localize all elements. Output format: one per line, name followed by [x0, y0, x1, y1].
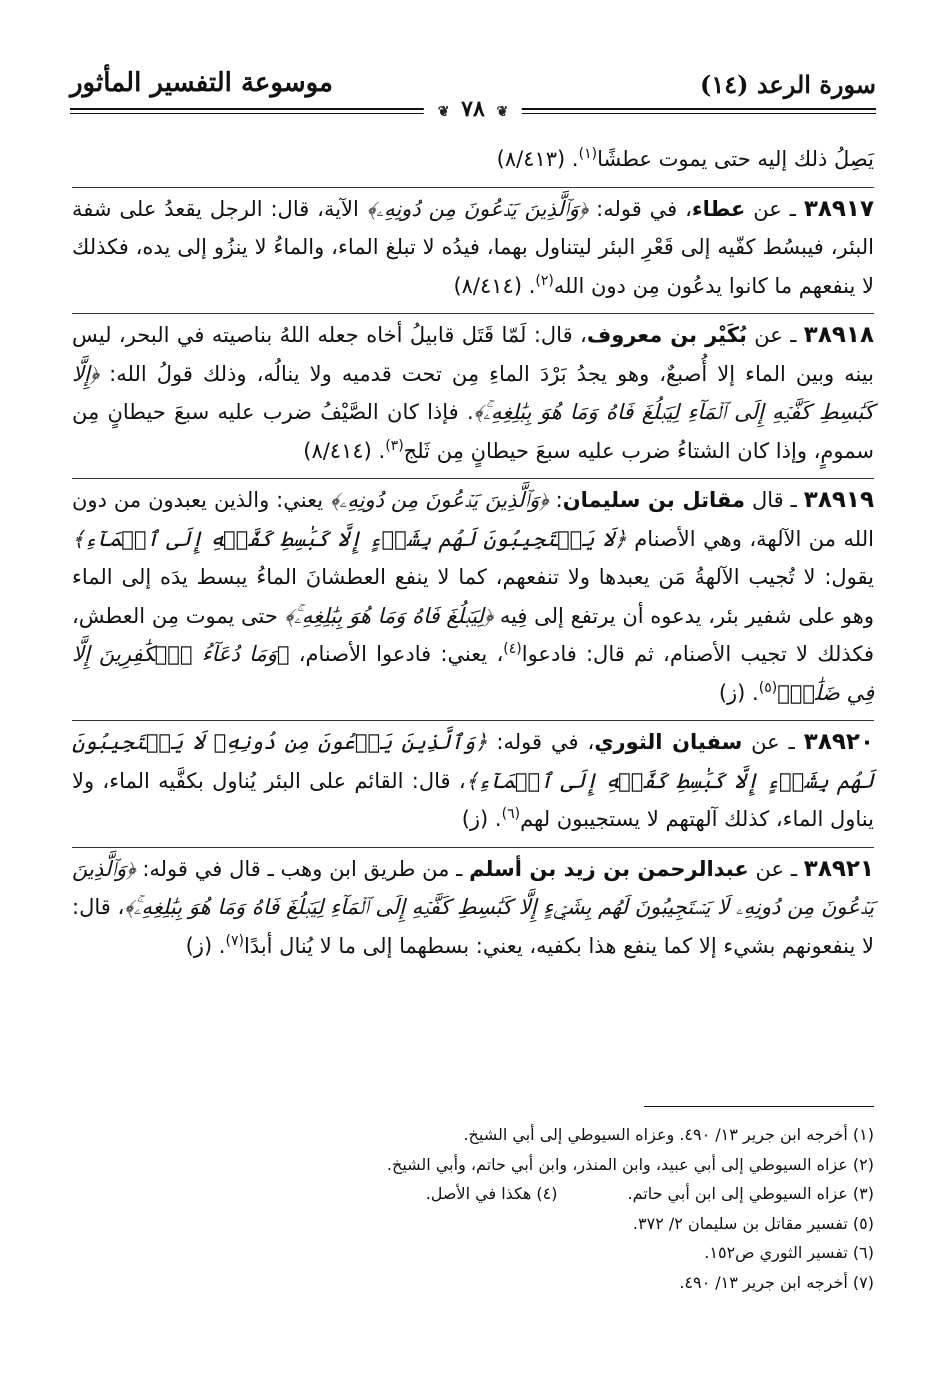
page-number: ٧٨	[461, 96, 485, 122]
narration-number: ٣٨٩٢١	[803, 855, 874, 882]
text: :	[548, 488, 563, 512]
footnote-5: (٥) تفسير مقاتل بن سليمان ٢/ ٣٧٢.	[632, 1213, 874, 1233]
narration-number: ٣٨٩٢٠	[803, 729, 874, 755]
continuation-paragraph	[72, 140, 874, 187]
text: حتى يموت مِن العطش، فكذلك لا تجيب الأصنام، ثم قال: فادعوا	[72, 603, 874, 666]
narrator-name: سفيان الثوري	[594, 730, 743, 754]
reference: . (ز)	[185, 933, 226, 958]
ornament-icon: ❦	[496, 104, 509, 120]
quran-quote: ﴿وَٱلَّذِينَ يَدۡعُونَ مِن دُونِهِۦ﴾	[330, 488, 549, 512]
narration-number: ٣٨٩١٩	[803, 487, 874, 513]
reference: . (٨/٤١٤)	[303, 438, 386, 463]
footnote-marker: (١)	[578, 146, 598, 162]
footnote-marker: (٢)	[535, 272, 554, 289]
paragraph-text: يَصِلُ ذلك إليه حتى يموت عطشًا	[597, 147, 874, 171]
text: ـ من طريق ابن وهب ـ قال في قوله:	[135, 856, 470, 881]
footnote-6: (٦) تفسير الثوري ص١٥٢.	[704, 1243, 874, 1262]
text: الآية، قال: الرجل يقعدُ على شفة البئر، فيبسُط كفّيه إلى قَعْرِ البئر ليتناول بهما، فيدُه لا تبلغ الماء، والماءُ لا ينزُو إلى يده، فكذلك لا ينفعهم ما كانوا يدعُون مِن دون الله	[72, 196, 874, 298]
narration-38917	[72, 188, 874, 314]
reference: . (٨/٤١٣)	[496, 147, 579, 171]
footnote-separator	[644, 1106, 874, 1107]
ornament-icon: ❦	[437, 104, 450, 120]
text: ـ عن	[742, 730, 804, 754]
narration-number: ٣٨٩١٨	[803, 322, 874, 348]
quran-quote: ﴿لِيَبۡلُغَ فَاهُ وَمَا هُوَ بِبَٰلِغِهِۦۚ﴾	[284, 603, 494, 628]
text: ، قال: لا ينفعونهم بشيء إلا كما ينفع هذا بكفيه، يعني: بسطهما إلى ما لا يُنال أبدًا	[72, 895, 874, 958]
text: ـ عن	[746, 323, 804, 347]
text: يقول: لا تُجيب الآلهةُ مَن يعبدها ولا تنفعهم، كما لا ينفع العطشانَ الماءُ يبسط يدَه إلى الماء وهو على شفير بئر، يدعوه أن يرتفع إلى فِيه	[72, 565, 874, 628]
footnotes	[72, 1120, 874, 1297]
footnote-2: (٢) عزاه السيوطي إلى أبي عبيد، وابن المنذر، وابن أبي حاتم، وأبي الشيخ.	[386, 1154, 874, 1174]
text: ـ عن	[745, 196, 804, 221]
running-header	[70, 60, 876, 120]
footnote-marker: (٤)	[503, 641, 522, 657]
text: ، في قوله:	[588, 196, 692, 221]
narration-number: ٣٨٩١٧	[803, 195, 875, 222]
footnote-7: (٧) أخرجه ابن جرير ١٣/ ٤٩٠.	[679, 1272, 874, 1292]
quran-quote: ﴿وَٱلَّذِينَ يَدۡعُونَ مِن دُونِهِۦ﴾	[366, 196, 589, 221]
narrator-name: بُكَيْر بن معروف	[586, 323, 747, 347]
narration-38921	[72, 848, 874, 974]
footnote-1: (١) أخرجه ابن جرير ١٣/ ٤٩٠. وعزاه السيوطي إلى أبي الشيخ.	[463, 1125, 874, 1144]
reference: . (ز)	[461, 807, 502, 831]
footnote-4: (٤) هكذا في الأصل.	[425, 1184, 558, 1203]
text: . فإذا كان الصَّيْفُ ضرب عليه سبعَ حيطانٍ مِن سمومٍ، وإذا كان الشتاءُ ضرب عليه سبعَ حيطانٍ مِن ثَلج	[72, 400, 874, 463]
narrator-name: عطاء	[691, 196, 746, 221]
narration-38920	[72, 721, 874, 847]
book-title: موسوعة التفسير المأثور	[70, 68, 333, 98]
footnote-3: (٣) عزاه السيوطي إلى ابن أبي حاتم.	[627, 1184, 874, 1203]
main-text	[72, 140, 874, 973]
narrator-name: عبدالرحمن بن زيد بن أسلم	[469, 856, 749, 881]
text: ، قال: القائم على البئر يُناول بكفَّيه الماء، ولا يناول الماء، كذلك آلهتهم لا يستجيبون لهم	[72, 768, 874, 831]
text: ، يعني: فادعوا الأصنام،	[289, 642, 504, 666]
quran-quote: ﴿وَمَا دُعَآءُ ٱلۡكَٰفِرِينَ إِلَّا فِي ضَلَٰلٖ﴾	[72, 642, 874, 705]
text: ـ قال	[745, 488, 804, 512]
text: يعني: والذين يعبدون من دون الله من الآلهة، وهي الأصنام	[72, 488, 874, 551]
reference: . (٨/٤١٤)	[453, 273, 536, 298]
reference: . (ز)	[718, 680, 759, 705]
footnote-marker: (٦)	[501, 806, 521, 822]
page-number-box	[424, 96, 522, 122]
narration-38919	[72, 479, 874, 720]
footnote-marker: (٥)	[758, 679, 778, 696]
text: ـ عن	[748, 856, 804, 881]
narrator-name: مقاتل بن سليمان	[562, 488, 746, 512]
footnote-marker: (٧)	[225, 932, 244, 949]
text: ، في قوله:	[487, 730, 595, 754]
narration-38918	[72, 314, 874, 478]
footnote-marker: (٣)	[385, 437, 404, 454]
footnote-row	[72, 1179, 874, 1209]
quran-quote: ﴿لَا يَسۡتَجِيبُونَ لَهُم بِشَيۡءٍ إِلَّا كَبَٰسِطِ كَفَّيۡهِ إِلَى ٱلۡمَآءِ﴾	[72, 526, 627, 551]
text: ، قال: لَمّا قَتَل قابيلُ أخاه جعله اللهُ بناصيته في البحر، ليس بينه وبين الماء إلا أُصبعٌ، وهو يجدُ بَرْدَ الماءِ مِن تحت قدميه ولا ينالُه، وذلك قولُ الله:	[72, 323, 874, 386]
quran-quote: ﴿وَٱلَّذِينَ يَدۡعُونَ مِن دُونِهِۦ لَا يَسۡتَجِيبُونَ لَهُم بِشَيۡءٍ إِلَّا كَبَٰسِطِ كَفَّيۡهِ إِلَى ٱلۡمَآءِ﴾	[72, 730, 874, 793]
quran-quote: ﴿إِلَّا كَبَٰسِطِ كَفَّيۡهِ إِلَى ٱلۡمَآءِ لِيَبۡلُغَ فَاهُ وَمَا هُوَ بِبَٰلِغِهِۦۚ﴾	[72, 361, 874, 424]
surah-title: سورة الرعد (١٤)	[699, 70, 876, 99]
quran-quote: ﴿وَٱلَّذِينَ يَدۡعُونَ مِن دُونِهِۦ لَا يَسۡتَجِيبُونَ لَهُم بِشَيۡءٍ إِلَّا كَبَٰسِطِ كَفَّيۡهِ إِلَى ٱلۡمَآءِ لِيَبۡلُغَ فَاهُ وَمَا هُوَ بِبَٰلِغِهِۦۚ﴾	[72, 856, 874, 919]
